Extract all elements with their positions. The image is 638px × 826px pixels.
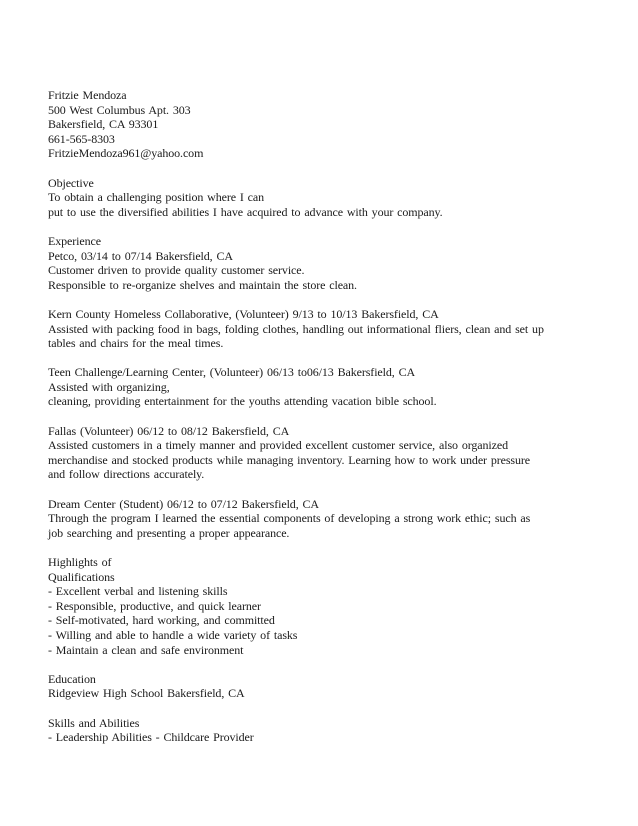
highlight-item: - Self-motivated, hard working, and committed	[48, 613, 275, 628]
highlights-heading: Highlights of	[48, 555, 112, 569]
job-description-line: cleaning, providing entertainment for the youths attending vacation bible school.	[48, 394, 437, 409]
objective-heading: Objective	[48, 175, 94, 190]
address-line-1: 500 West Columbus Apt. 303	[48, 102, 191, 117]
job-entry-dream-center	[48, 497, 608, 541]
job-description-line: tables and chairs for the meal times.	[48, 336, 224, 351]
experience-section	[48, 234, 608, 540]
highlight-item: - Responsible, productive, and quick learner	[48, 598, 261, 613]
spacer	[48, 351, 608, 366]
contact-block	[48, 88, 608, 161]
education-school: Ridgeview High School Bakersfield, CA	[48, 686, 245, 701]
job-description-line: and follow directions accurately.	[48, 467, 205, 482]
job-description-line: Customer driven to provide quality customer service.	[48, 263, 305, 278]
job-description-line: Assisted with organizing,	[48, 379, 170, 394]
job-description-line: Assisted customers in a timely manner and provided excellent customer service, also organized	[48, 438, 509, 453]
email-address: FritzieMendoza961@yahoo.com	[48, 146, 204, 161]
job-title-line: Dream Center (Student) 06/12 to 07/12 Bakersfield, CA	[48, 496, 319, 511]
skills-section	[48, 716, 608, 745]
spacer	[48, 409, 608, 424]
spacer	[48, 482, 608, 497]
job-entry-petco	[48, 249, 608, 293]
highlights-heading-continued: Qualifications	[48, 569, 115, 584]
applicant-name: Fritzie Mendoza	[48, 88, 127, 102]
job-description-line: merchandise and stocked products while managing inventory. Learning how to work under pressure	[48, 452, 531, 467]
objective-section	[48, 176, 608, 220]
job-description-line: Assisted with packing food in bags, folding clothes, handling out informational fliers, clean and set up	[48, 321, 544, 336]
address-line-2: Bakersfield, CA 93301	[48, 117, 159, 132]
objective-line: put to use the diversified abilities I have acquired to advance with your company.	[48, 204, 443, 219]
job-title-line: Fallas (Volunteer) 06/12 to 08/12 Bakersfield, CA	[48, 423, 290, 438]
job-description-line: Responsible to re-organize shelves and maintain the store clean.	[48, 277, 357, 292]
spacer	[48, 701, 608, 716]
spacer	[48, 292, 608, 307]
job-description-line: job searching and presenting a proper appearance.	[48, 525, 290, 540]
experience-heading: Experience	[48, 233, 101, 248]
spacer	[48, 161, 608, 176]
job-title-line: Petco, 03/14 to 07/14 Bakersfield, CA	[48, 248, 233, 263]
skills-heading: Skills and Abilities	[48, 715, 140, 730]
spacer	[48, 219, 608, 234]
job-entry-fallas	[48, 424, 608, 482]
spacer	[48, 657, 608, 672]
job-title-line: Teen Challenge/Learning Center, (Volunteer) 06/13 to06/13 Bakersfield, CA	[48, 365, 416, 380]
highlight-item: - Excellent verbal and listening skills	[48, 584, 228, 599]
skills-line: - Leadership Abilities - Childcare Provider	[48, 730, 254, 745]
job-description-line: Through the program I learned the essential components of developing a strong work ethic; such as	[48, 511, 531, 526]
education-heading: Education	[48, 671, 96, 686]
spacer	[48, 540, 608, 555]
highlight-item: - Maintain a clean and safe environment	[48, 642, 244, 657]
job-title-line: Kern County Homeless Collaborative, (Volunteer) 9/13 to 10/13 Bakersfield, CA	[48, 306, 439, 321]
phone-number: 661-565-8303	[48, 131, 115, 146]
highlight-item: - Willing and able to handle a wide variety of tasks	[48, 627, 298, 642]
resume-document	[48, 88, 608, 745]
job-entry-kern-county	[48, 307, 608, 351]
job-entry-teen-challenge	[48, 365, 608, 409]
highlights-section	[48, 555, 608, 657]
objective-line: To obtain a challenging position where I can	[48, 190, 265, 205]
education-section	[48, 672, 608, 701]
